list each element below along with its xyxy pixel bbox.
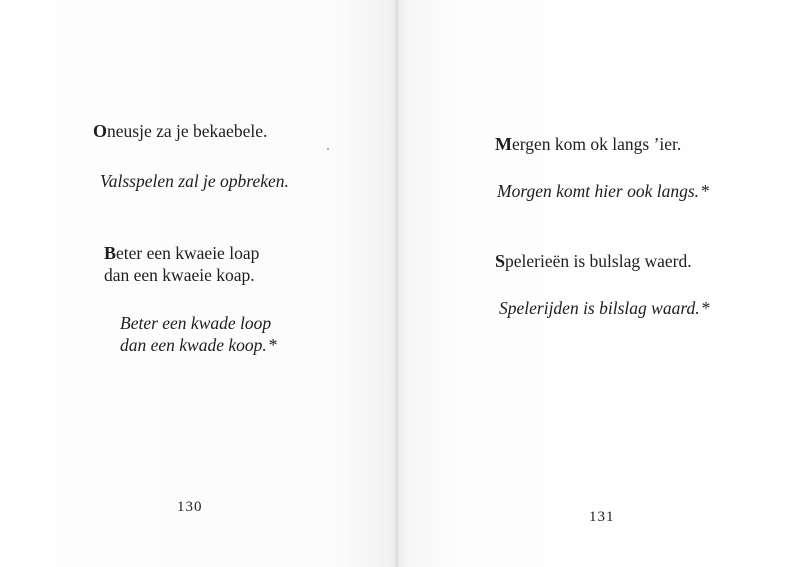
- right-proverb-1-text: ergen kom ok langs ’ier.: [512, 134, 682, 154]
- right-proverb-1-translation: [497, 180, 710, 202]
- right-proverb-2-text: pelerieën is bulslag waerd.: [505, 251, 692, 271]
- left-proverb-2-initial: B: [104, 243, 117, 263]
- right-proverb-2-initial: S: [495, 251, 506, 271]
- left-proverb-2-translation-line-1: Beter een kwade loop: [120, 313, 272, 333]
- left-proverb-2-footnote-mark: *: [268, 335, 278, 355]
- left-proverb-1-initial: O: [93, 121, 108, 141]
- left-page: [0, 0, 398, 567]
- right-proverb-2-footnote-mark: *: [701, 298, 711, 318]
- left-proverb-2-line-1-text: eter een kwaeie loap: [116, 243, 260, 263]
- right-proverb-2: [495, 250, 692, 272]
- right-proverb-1-initial: M: [495, 134, 512, 154]
- right-proverb-1: [495, 133, 681, 155]
- right-proverb-2-translation-text: Spelerijden is bilslag waard.: [499, 298, 700, 318]
- left-proverb-1: [93, 120, 267, 142]
- left-proverb-2-translation-line-2: [120, 334, 278, 356]
- right-page: [398, 0, 800, 567]
- right-proverb-1-footnote-mark: *: [701, 181, 710, 201]
- left-proverb-2-translation-line-2-text: dan een kwade koop.: [120, 335, 267, 355]
- left-proverb-1-translation: Valsspelen zal je opbreken.: [100, 171, 289, 191]
- left-page-number: 130: [177, 499, 203, 515]
- paper-speck: [327, 148, 329, 150]
- right-proverb-1-translation-text: Morgen komt hier ook langs.: [497, 181, 700, 201]
- left-proverb-2-line-2: dan een kwaeie koap.: [104, 265, 255, 285]
- left-proverb-1-text: neusje za je bekaebele.: [107, 121, 268, 141]
- right-proverb-2-translation: [499, 297, 710, 319]
- left-proverb-2-line-1: [104, 242, 259, 264]
- right-page-number: 131: [589, 509, 615, 525]
